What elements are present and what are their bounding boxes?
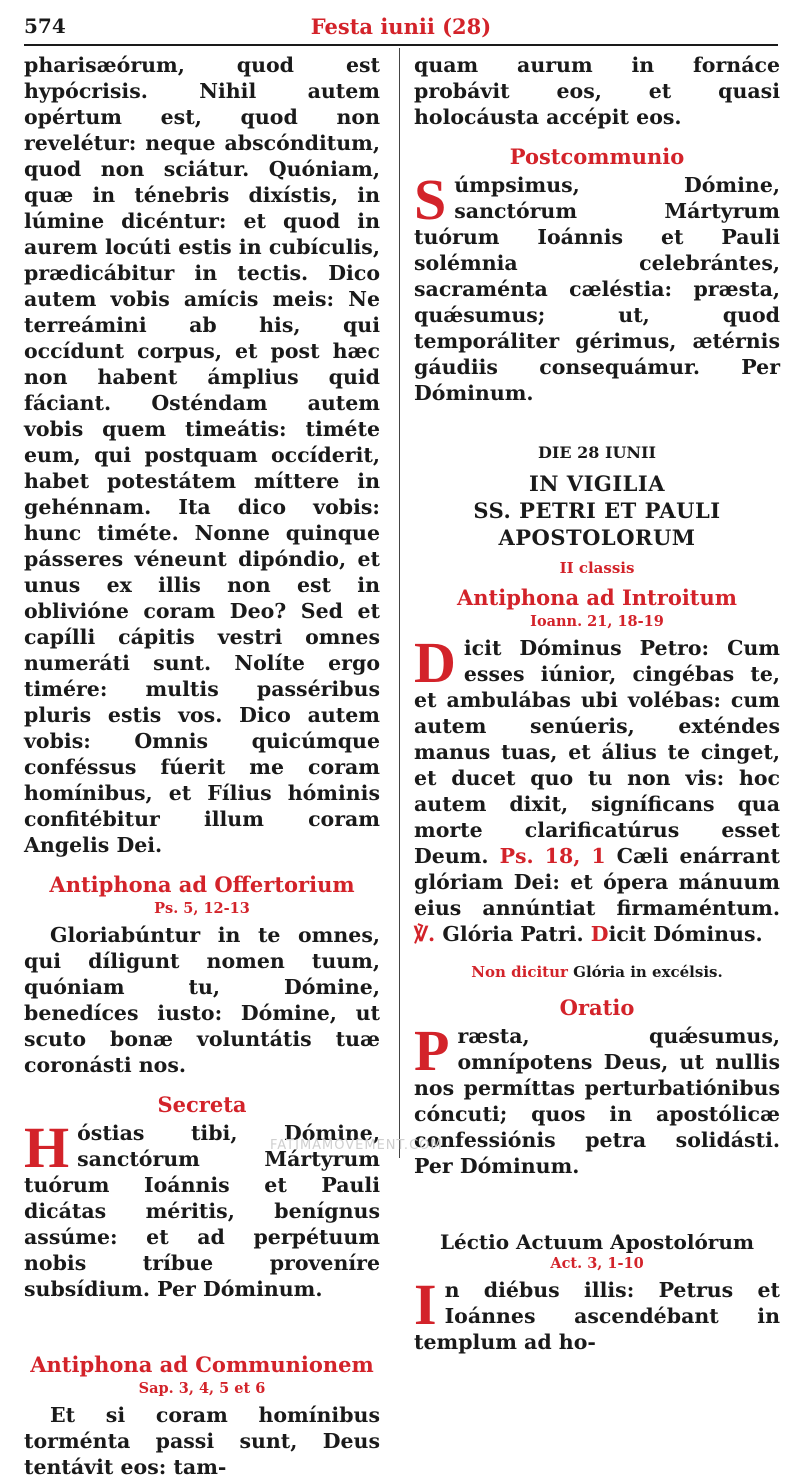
page-header	[24, 14, 778, 46]
right-column	[414, 52, 780, 1355]
versicle-symbol: ℣.	[414, 922, 436, 946]
oratio-heading: Oratio	[559, 995, 635, 1020]
introit-repeat-text: icit Dóminus.	[608, 922, 763, 946]
rubric-red-text: Non dicitur	[471, 963, 568, 981]
oratio-text: ræsta, quǽsumus, omnípotens Deus, ut nullis nos permíttas perturbatiónibus cóncuti; quos in apostólicæ confessiónis petra solidásti. Per Dóminum.	[414, 1024, 780, 1178]
oratio-paragraph	[414, 1018, 780, 1179]
lesson-heading: Léctio Actuum Apostolórum	[439, 1230, 755, 1254]
lesson-paragraph	[414, 1272, 780, 1355]
communion-reference: Sap. 3, 4, 5 et 6	[138, 1380, 266, 1397]
feast-title-line-3: APOSTOLORUM	[498, 525, 696, 550]
secret-drop-cap: H	[24, 1115, 70, 1180]
introit-paragraph	[414, 630, 781, 947]
offertory-heading: Antiphona ad Offertorium	[49, 872, 355, 897]
offertory-reference: Ps. 5, 12-13	[154, 900, 250, 917]
lesson-text: n diébus illis: Petrus et Ioánnes ascendébant in templum ad ho-	[414, 1278, 780, 1354]
column-divider	[399, 48, 400, 1158]
introit-text: icit Dóminus Petro: Cum esses iúnior, cingébas te, et ambulábas ubi volébas: cum autem senúeris, exténdes manus tuas, et álius te cinget, et ducet quo tu non vis: hoc autem dixit, signíficans qua morte clarificatúrus esset Deum.	[414, 636, 780, 868]
gospel-continuation: pharisæórum, quod est hypócrisis. Nihil autem opértum est, quod non revelétur: neque abscónditum, quod non sciátur. Quóniam, quæ in ténebris dixístis, in lúmine dicéntur: et quod in aurem locúti estis in cubículis, prædicábitur in tectis. Dico autem vobis amícis meis: Ne terreámini ab his, qui occídunt corpus, et post hæc non habent ámplius quid fáciant. Osténdam autem vobis quem timeátis: timéte eum, qui postquam occíderit, habet potestátem míttere in gehénnam. Ita dico vobis: hunc timéte. Nonne quinque pásseres véneunt dipóndio, et unus ex illis non est in oblivióne coram Deo? Sed et capílli cápitis vestri omnes numeráti sunt. Nolíte ergo timére: multis passéribus pluris estis vos. Dico autem vobis: Omnis quicúmque conféssus fúerit me coram homínibus, et Fílius hóminis confitébitur illum coram Angelis Dei.	[24, 53, 380, 857]
introit-reference: Ioann. 21, 18-19	[530, 613, 664, 630]
introit-heading: Antiphona ad Introitum	[456, 585, 737, 610]
secret-text: óstias tibi, Dómine, sanctórum Mártyrum tuórum Ioánnis et Pauli dicátas méritis, benígnus assúme: et ad perpétuum nobis tríbue proveníre subsídium. Per Dóminum.	[24, 1121, 380, 1301]
feast-class: II classis	[559, 559, 635, 577]
introit-repeat-initial: D	[590, 922, 609, 946]
oratio-drop-cap: P	[414, 1018, 450, 1083]
feast-title-line-2: SS. PETRI ET PAULI	[473, 498, 721, 523]
rubric-black-text: Glória in excélsis.	[573, 963, 723, 981]
gloria-patri: Glória Patri.	[442, 922, 584, 946]
lesson-reference: Act. 3, 1-10	[550, 1255, 644, 1272]
postcommunion-drop-cap: S	[414, 167, 447, 232]
left-column	[24, 52, 380, 1480]
communion-heading: Antiphona ad Communionem	[30, 1352, 374, 1377]
feast-date: DIE 28 IUNII	[538, 443, 656, 462]
postcommunion-heading: Postcommunio	[509, 144, 685, 169]
secret-heading: Secreta	[157, 1092, 247, 1117]
feast-title-line-1: IN VIGILIA	[528, 471, 666, 496]
communion-text: Et si coram homínibus torménta passi sunt, Deus tentávit eos: tam-	[24, 1403, 380, 1479]
introit-psalm-text: Cæli enárrant glóriam Dei: et ópera mánuum eius annúntiat firmaméntum.	[414, 844, 781, 920]
postcommunion-paragraph	[414, 167, 780, 406]
watermark: FATIMAMOVEMENT.COM	[270, 1138, 443, 1153]
postcommunion-text: úmpsimus, Dómine, sanctórum Mártyrum tuórum Ioánnis et Pauli solémnia celebrántes, sacraménta cæléstia: præsta, quǽsumus; ut, quod temporáliter gérimus, ætérnis gáudiis consequámur. Per Dóminum.	[414, 173, 780, 405]
introit-psalm-reference: Ps. 18, 1	[499, 844, 606, 868]
gloria-rubric	[414, 959, 780, 985]
introit-drop-cap: D	[414, 630, 456, 695]
offertory-text: Gloriabúntur in te omnes, qui díligunt nomen tuum, quóniam tu, Dómine, benedíces iusto: Dómine, ut scuto bonæ voluntátis tuæ coronásti nos.	[24, 923, 380, 1077]
page-number: 574	[24, 14, 66, 38]
running-title: Festa iunii (28)	[310, 14, 492, 39]
lesson-drop-cap: I	[414, 1272, 437, 1337]
communion-continuation: quam aurum in fornáce probávit eos, et quasi holocáusta accépit eos.	[414, 53, 780, 129]
